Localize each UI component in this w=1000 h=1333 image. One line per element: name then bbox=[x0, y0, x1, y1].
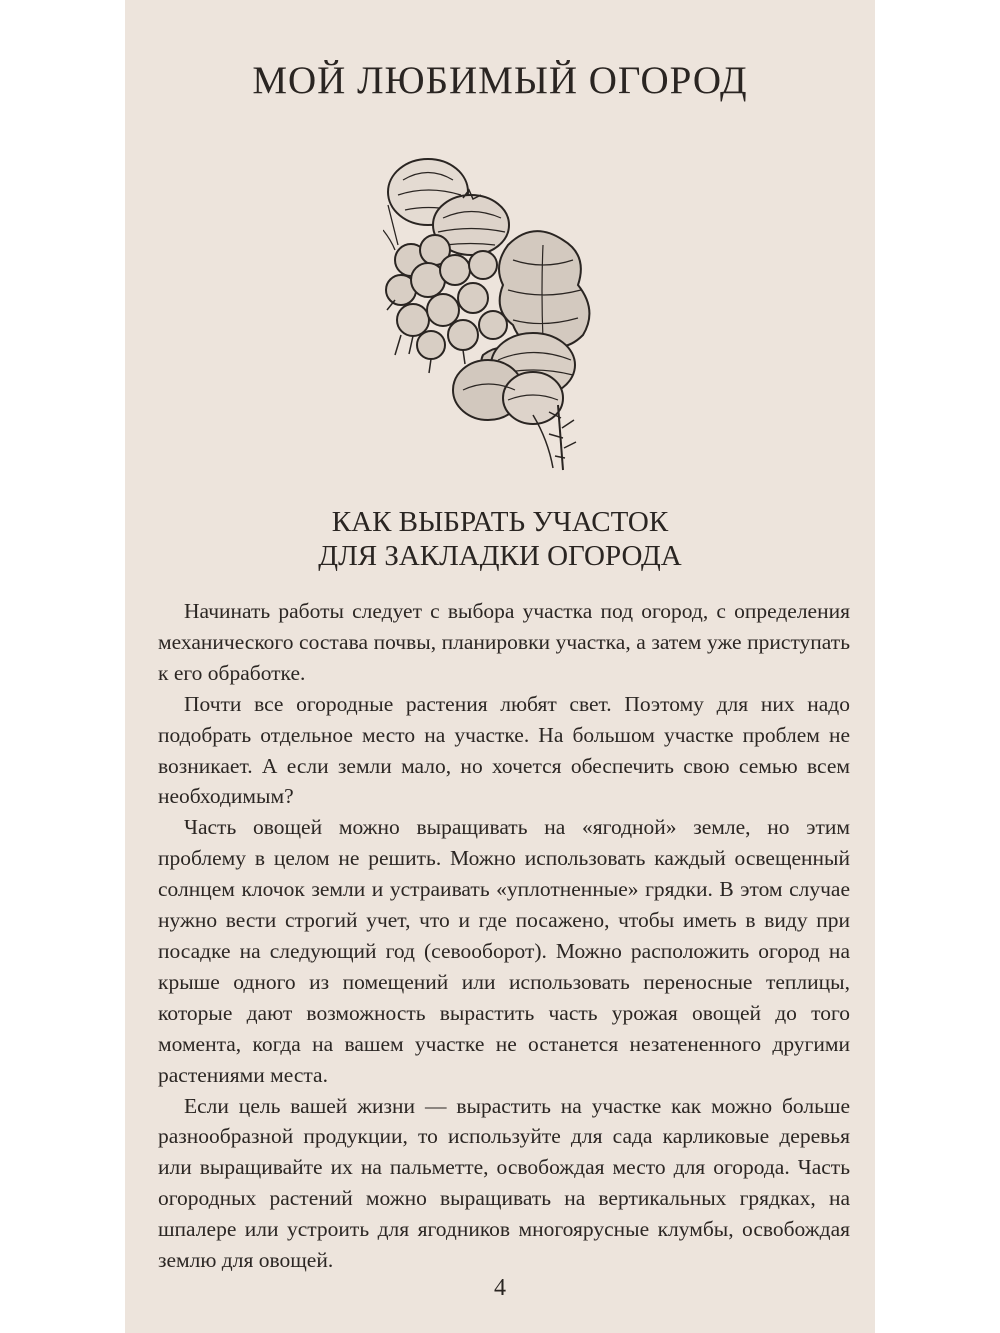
paragraph: Почти все огородные растения любят свет. Поэтому для них надо подобрать отдельное место на участке. На большом участке проблем не возникает. А если земли мало, но хочется обеспечить свою семью всем необходимым? bbox=[158, 691, 850, 809]
paragraph: Начинать работы следует с выбора участка под огород, с определения механического состава почвы, планировки участка, а затем уже приступать к его обработке. bbox=[158, 599, 850, 685]
book-page bbox=[125, 0, 875, 1333]
section-heading-line-1: КАК ВЫБРАТЬ УЧАСТОК bbox=[331, 506, 669, 538]
section-heading bbox=[125, 505, 875, 573]
page-number: 4 bbox=[494, 1275, 506, 1301]
page-title: МОЙ ЛЮБИМЫЙ ОГОРОД bbox=[252, 59, 748, 102]
section-heading-line-2: ДЛЯ ЗАКЛАДКИ ОГОРОДА bbox=[318, 540, 682, 572]
body-text bbox=[158, 596, 850, 1276]
paragraph: Если цель вашей жизни — вырастить на участке как можно больше разнообразной продукции, то используйте для сада карликовые деревья или выращивайте их на пальметте, освобождая место для огорода. Часть огородных растений можно выращивать на вертикальных грядках, на шпалере или устроить для ягодников многоярусные клумбы, освобождая землю для овощей. bbox=[158, 1093, 850, 1273]
paragraph: Часть овощей можно выращивать на «ягодной» земле, но этим проблему в целом не решить. Можно использовать каждый освещенный солнцем клочок земли и устраивать «уплотненные» грядки. В этом случае нужно вести строгий учет, что и где посажено, чтобы иметь в виду при посадке на следующий год (севооборот). Можно расположить огород на крыше одного из помещений или использовать переносные теплицы, которые дают возможность вырастить часть урожая овощей до того момента, когда на вашем участке не останется незатененного другими растениями места. bbox=[158, 815, 850, 1087]
vegetables-engraving-icon bbox=[383, 150, 623, 478]
